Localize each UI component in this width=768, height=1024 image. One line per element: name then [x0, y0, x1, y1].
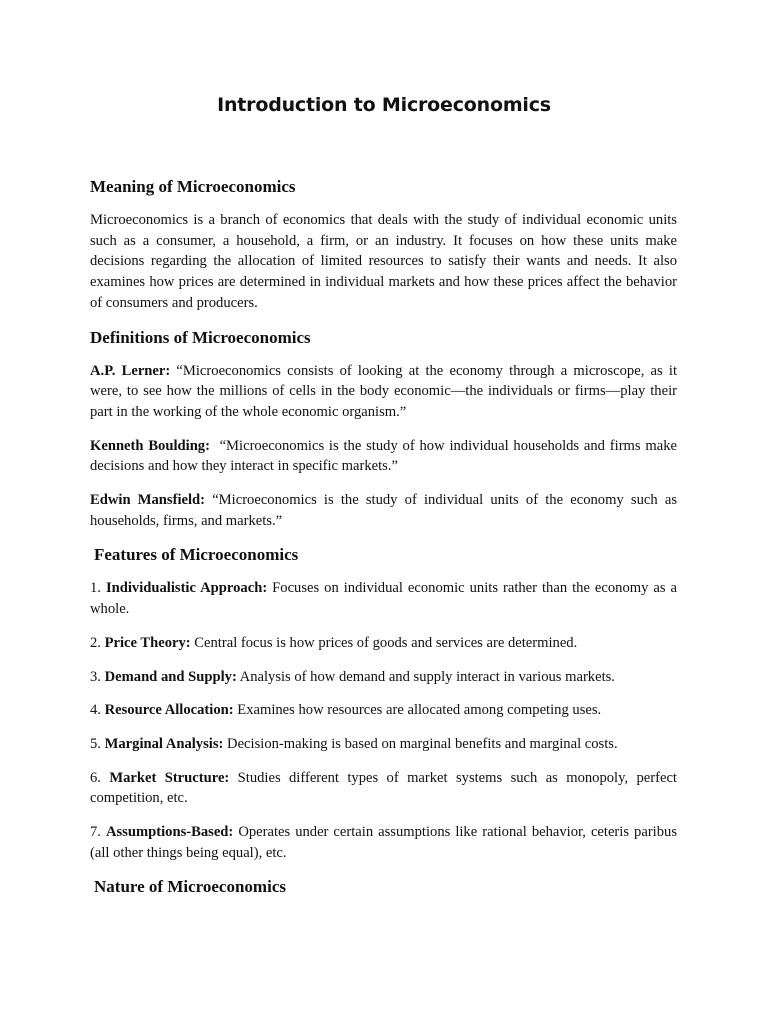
feature-item	[90, 633, 677, 654]
section-heading-meaning: Meaning of Microeconomics	[90, 177, 296, 196]
feature-number: 6.	[90, 769, 110, 786]
feature-description: Studies different types of market systems such as monopoly, perfect competition, etc.	[90, 769, 677, 807]
feature-term: Individualistic Approach:	[105, 580, 268, 597]
feature-item	[90, 700, 677, 721]
document-title: Introduction to Microeconomics	[217, 94, 551, 116]
feature-item	[90, 768, 677, 809]
definition-item	[90, 361, 677, 423]
feature-description: Decision-making is based on marginal benefits and marginal costs.	[223, 735, 618, 752]
feature-description: Operates under certain assumptions like rational behavior, ceteris paribus (all other things being equal), etc.	[90, 824, 678, 861]
section-heading-features: Features of Microeconomics	[94, 545, 299, 565]
feature-number: 4.	[90, 702, 105, 719]
feature-number: 3.	[90, 668, 105, 685]
definition-author: Edwin Mansfield:	[90, 492, 206, 509]
feature-item	[90, 822, 677, 863]
feature-number: 1.	[90, 580, 106, 597]
definition-item	[90, 436, 681, 477]
feature-term: Demand and Supply:	[104, 668, 237, 685]
document-body	[90, 176, 681, 898]
definition-author: Kenneth Boulding:	[90, 437, 210, 454]
feature-number: 7.	[90, 824, 106, 841]
feature-description: Examines how resources are allocated among competing uses.	[233, 702, 602, 719]
feature-term: Price Theory:	[104, 634, 191, 651]
feature-number: 2.	[90, 634, 105, 651]
feature-description: Central focus is how prices of goods and services are determined.	[190, 634, 578, 651]
feature-description: Analysis of how demand and supply interact in various markets.	[236, 668, 615, 685]
section-heading-nature: Nature of Microeconomics	[94, 877, 286, 897]
definition-item	[90, 490, 677, 531]
definition-quote: “Microeconomics consists of looking at the economy through a microscope, as it were, to see how the millions of cells in the body economic—the individuals or firms—play their part in the working of the whole economic organism.”	[90, 362, 677, 420]
definition-quote: “Microeconomics is the study of how individual households and firms make decisions and how they interact in specific markets.”	[90, 437, 681, 475]
feature-item	[90, 667, 677, 688]
feature-term: Assumptions-Based:	[105, 824, 234, 841]
feature-item	[90, 578, 677, 619]
feature-number: 5.	[90, 735, 105, 752]
feature-term: Market Structure:	[109, 769, 230, 786]
meaning-paragraph: Microeconomics is a branch of economics that deals with the study of individual economic units such as a consumer, a household, a firm, or an industry. It focuses on how these units make decisions regarding the allocation of limited resources to satisfy their wants and needs. It also examines how prices are determined in individual markets and how these prices affect the behavior of consumers and producers.	[90, 212, 677, 311]
feature-term: Marginal Analysis:	[104, 735, 224, 752]
feature-item	[90, 734, 677, 755]
definition-quote: “Microeconomics is the study of individual units of the economy such as households, firms, and markets.”	[90, 492, 678, 529]
feature-description: Focuses on individual economic units rather than the economy as a whole.	[90, 580, 678, 618]
section-heading-definitions: Definitions of Microeconomics	[90, 327, 311, 347]
definition-author: A.P. Lerner:	[90, 362, 171, 379]
feature-term: Resource Allocation:	[104, 702, 234, 719]
